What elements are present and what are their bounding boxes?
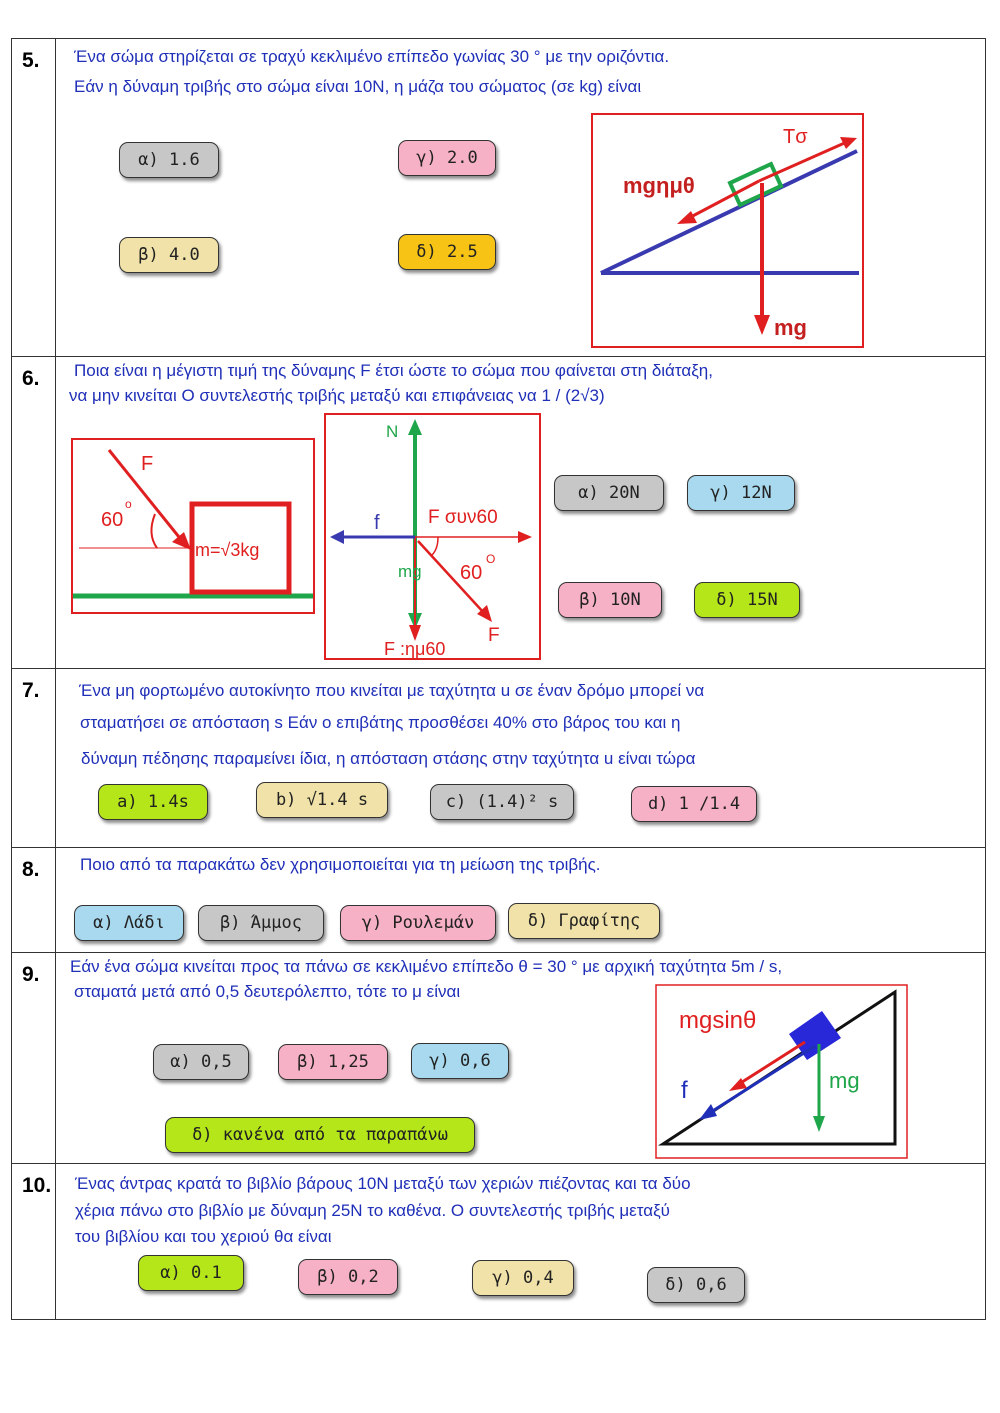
mass-label: m=√3kg (195, 540, 260, 560)
option-a[interactable]: α) 0.1 (138, 1255, 244, 1291)
option-a[interactable]: α) 0,5 (153, 1044, 249, 1080)
friction-label: Tσ (783, 126, 808, 148)
angle-label: 60 (460, 562, 483, 584)
number-cell (12, 669, 56, 847)
question-6 (11, 357, 986, 669)
option-a[interactable]: α) 1.6 (119, 142, 219, 178)
question-10 (11, 1164, 986, 1320)
free-body-diagram (324, 413, 542, 661)
question-5 (11, 38, 986, 357)
question-text-line-3: του βιβλίου και του χεριού θα είναι (75, 1227, 332, 1246)
question-9 (11, 953, 986, 1164)
question-text-line-2: να μην κινείται Ο συντελεστής τριβής μεταξύ και επιφάνειας να 1 / (2√3) (69, 386, 605, 405)
option-c[interactable]: γ) 12N (687, 475, 795, 511)
option-c[interactable]: γ) 0,6 (411, 1043, 509, 1079)
option-c[interactable]: γ) 2.0 (398, 140, 496, 176)
option-b[interactable]: β) 0,2 (298, 1259, 398, 1295)
option-a[interactable]: α) 20N (554, 475, 664, 511)
question-text-line-2: Εάν η δύναμη τριβής στο σώμα είναι 10N, η μάζα του σώματος (σε kg) είναι (74, 77, 642, 96)
normal-label: N (386, 422, 399, 441)
number-cell (12, 1164, 56, 1319)
worksheet (11, 38, 988, 1320)
option-c[interactable]: c) (1.4)² s (430, 784, 574, 820)
question-text-line-2: σταματά μετά από 0,5 δευτερόλεπτο, τότε το μ είναι (74, 982, 461, 1001)
question-text-line-1: Ένας άντρας κρατά το βιβλίο βάρους 10N μεταξύ των χεριών πιέζοντας και τα δύο (75, 1174, 691, 1193)
weight-label: mg (774, 315, 807, 340)
question-number: 7. (22, 679, 40, 702)
question-text-line-2: χέρια πάνω στο βιβλίο με δύναμη 25N το καθένα. Ο συντελεστής τριβής μεταξύ (75, 1201, 670, 1220)
number-cell (12, 848, 56, 952)
question-text-line-3: δύναμη πέδησης παραμείνει ίδια, η απόσταση στάσης στην ταχύτητα u είναι τώρα (81, 749, 696, 768)
question-number: 8. (22, 858, 40, 881)
option-d[interactable]: δ) Γραφίτης (508, 903, 660, 939)
component-label: mgημθ (623, 173, 695, 198)
question-text-line-1: Ποιο από τα παρακάτω δεν χρησιμοποιείται για τη μείωση της τριβής. (80, 855, 601, 874)
weight-label: mg (829, 1068, 860, 1093)
question-7 (11, 669, 986, 848)
question-number: 10. (22, 1174, 52, 1197)
question-number: 9. (22, 963, 40, 986)
number-cell (12, 953, 56, 1163)
question-number: 5. (22, 49, 40, 72)
friction-label: f (374, 512, 380, 534)
option-d[interactable]: δ) 2.5 (398, 234, 496, 270)
incline-friction-diagram (655, 984, 909, 1160)
option-b[interactable]: β) 4.0 (119, 237, 219, 273)
fcos-label: F συν60 (428, 507, 498, 528)
mg-label: mg (398, 562, 422, 581)
angle-label: 60 (101, 509, 124, 531)
option-d[interactable]: δ) 15N (694, 582, 800, 618)
inclined-plane-diagram (591, 113, 865, 349)
option-b[interactable]: β) 1,25 (278, 1044, 388, 1080)
fsin-label: F :ημ60 (384, 639, 446, 659)
angle-degree: O (486, 552, 496, 566)
question-text-line-1: Ένα μη φορτωμένο αυτοκίνητο που κινείται με ταχύτητα u σε έναν δρόμο μπορεί να (79, 681, 705, 700)
angle-degree: o (125, 497, 132, 511)
question-text-line-2: σταματήσει σε απόσταση s Εάν ο επιβάτης προσθέσει 40% στο βάρος του και η (80, 713, 681, 732)
option-a[interactable]: a) 1.4s (98, 784, 208, 820)
question-text-line-1: Ποια είναι η μέγιστη τιμή της δύναμης F έτσι ώστε το σώμα που φαίνεται στη διάταξη, (74, 361, 713, 380)
option-b[interactable]: β) 10N (558, 582, 662, 618)
option-d[interactable]: δ) 0,6 (647, 1267, 745, 1303)
number-cell (12, 39, 56, 356)
force-label: F (141, 453, 154, 475)
option-d[interactable]: δ) κανένα από τα παραπάνω (165, 1117, 475, 1153)
component-label: mgsinθ (679, 1007, 757, 1034)
force-label: F (488, 625, 500, 646)
friction-label: f (681, 1077, 688, 1104)
question-text-line-1: Ένα σώμα στηρίζεται σε τραχύ κεκλιμένο επίπεδο γωνίας 30 ° με την οριζόντια. (74, 47, 670, 66)
question-8 (11, 848, 986, 953)
question-number: 6. (22, 367, 40, 390)
option-a[interactable]: α) Λάδι (74, 905, 184, 941)
block-force-diagram (71, 438, 315, 614)
number-cell (12, 357, 56, 668)
option-c[interactable]: γ) Ρουλεμάν (340, 905, 496, 941)
question-text-line-1: Εάν ένα σώμα κινείται προς τα πάνω σε κεκλιμένο επίπεδο θ = 30 ° με αρχική ταχύτητα 5m / s, (70, 957, 783, 976)
option-c[interactable]: γ) 0,4 (472, 1260, 574, 1296)
option-d[interactable]: d) 1 /1.4 (631, 786, 757, 822)
option-b[interactable]: b) √1.4 s (256, 782, 388, 818)
option-b[interactable]: β) Άμμος (198, 905, 324, 941)
